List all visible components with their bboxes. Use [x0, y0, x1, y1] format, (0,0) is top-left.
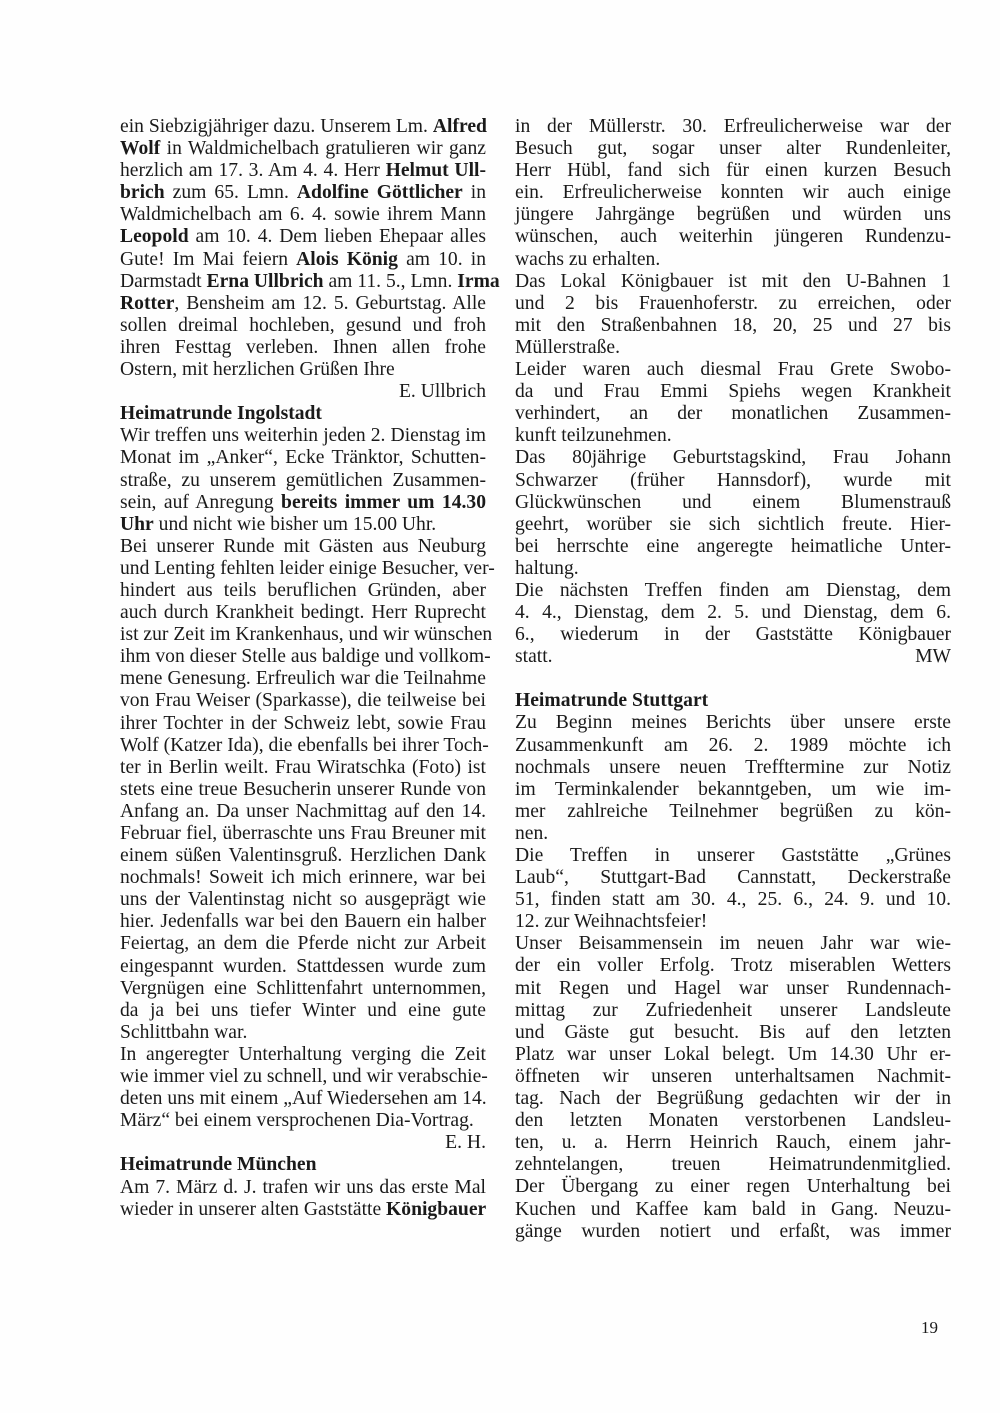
- text-line: ihren Festtag verleben. Ihnen allen frohe: [120, 336, 486, 358]
- text-line: kunft teilzunehmen.: [515, 425, 672, 447]
- text-line: ter in Berlin weilt. Frau Wiratschka (Foto) ist: [120, 756, 486, 778]
- text-line: jüngere Jahrgänge begrüßen und würden uns: [515, 204, 951, 226]
- text-line: Ostern, mit herzlichen Grüßen Ihre: [120, 359, 395, 381]
- muenchen-report-start: [120, 1177, 486, 1221]
- text-line: Gute! Im Mai feiern Alois König am 10. in: [120, 248, 487, 270]
- text-line: da und Frau Emmi Spiehs wegen Krankheit: [515, 381, 951, 403]
- muenchen-report-continued: [515, 116, 951, 646]
- text-line: verhindert, an der monatlichen Zusammen-: [515, 403, 951, 425]
- text-line: ten, u. a. Herrn Heinrich Rauch, einem jahr-: [515, 1132, 951, 1154]
- text-line: mit den Straßenbahnen 18, 20, 25 und 27 bis: [515, 314, 951, 336]
- text-line: im Terminkalender bekanntgeben, um wie im-: [515, 778, 951, 800]
- text-line: wieder in unserer alten Gaststätte Königbauer: [120, 1198, 487, 1220]
- text-line: nochmals! Soweit ich mich erinnere, war bei: [120, 867, 486, 889]
- ingolstadt-report: [120, 425, 495, 1132]
- text-line: März“ bei einem versprochenen Dia-Vortrag.: [120, 1110, 474, 1132]
- text-line: und 2 bis Frauenhoferstr. zu erreichen, oder: [515, 292, 951, 314]
- text-line: nochmals unsere neuen Trefftermine zur Notiz: [515, 756, 951, 778]
- text-line: hier. Jedenfalls war bei den Bauern ein halber: [120, 911, 486, 933]
- text-line: Der Übergang zu einer regen Unterhaltung bei: [515, 1176, 951, 1198]
- text-line: Platz war unser Lokal belegt. Um 14.30 Uhr er-: [515, 1043, 951, 1065]
- text-line: Die Treffen in unserer Gaststätte „Grünes: [515, 845, 951, 866]
- text-line: den letzten Monaten verstorbenen Landsleu-: [515, 1110, 951, 1132]
- text-line: stets eine treue Besucherin unserer Runde von: [120, 778, 486, 800]
- text-line: Am 7. März d. J. trafen wir uns das erste Mal: [120, 1176, 486, 1198]
- muenchen-final-line: [515, 646, 951, 668]
- text-line: ihm von dieser Stelle aus baldige und vollkom-: [120, 646, 491, 668]
- text-line: Schwarzer (früher Hannsdorf), wurde mit: [515, 469, 951, 491]
- text-line: Müllerstraße.: [515, 336, 621, 358]
- text-line: wachs zu erhalten.: [515, 248, 661, 270]
- text-line: deten uns mit einem „Auf Wiedersehen am 14.: [120, 1088, 487, 1110]
- text-line: gänge wurden notiert und erfaßt, was immer: [515, 1220, 951, 1242]
- bold-name: Uhr: [120, 513, 154, 535]
- text-line: in der Müllerstr. 30. Erfreulicherweise war der: [515, 116, 951, 137]
- text-line: mit Regen und Hagel war unser Rundennach-: [515, 977, 951, 999]
- text-line: brich zum 65. Lmn. Adolfine Göttlicher in: [120, 182, 487, 204]
- final-line-text: statt.: [515, 646, 553, 668]
- text-line: und Gäste gut besucht. Bis auf den letzten: [515, 1021, 951, 1043]
- text-line: Schlittbahn war.: [120, 1021, 248, 1043]
- text-line: Darmstadt Erna Ullbrich am 11. 5., Lmn. Irma: [120, 270, 500, 292]
- bold-name: Königbauer: [386, 1198, 487, 1220]
- text-line: Waldmichelbach am 6. 4. sowie ihrem Mann: [120, 204, 486, 226]
- bold-name: Rotter: [120, 292, 175, 314]
- text-line: Wolf in Waldmichelbach gratulieren wir ganz: [120, 138, 486, 160]
- text-line: der ein voller Erfolg. Trotz miserablen Wetters: [515, 955, 951, 977]
- bold-name: Irma: [457, 270, 500, 292]
- text-line: Unser Beisammensein im neuen Jahr war wie-: [515, 933, 951, 955]
- text-line: haltung.: [515, 557, 579, 579]
- text-line: mer zahlreiche Teilnehmer begrüßen zu kön-: [515, 800, 951, 822]
- bold-name: Adolfine Göttlicher: [296, 182, 463, 204]
- text-line: Das Lokal Königbauer ist mit den U-Bahnen 1: [515, 270, 951, 292]
- text-line: straße, zu unserem gemütlichen Zusammen-: [120, 469, 486, 491]
- text-line: Besuch gut, sogar unser alter Rundenleiter,: [515, 138, 951, 160]
- text-line: ein Siebzigjähriger dazu. Unserem Lm. Alfred: [120, 116, 487, 137]
- text-line: und Lenting fehlten leider einige Besucher, ver-: [120, 557, 495, 579]
- text-line: auch durch Krankheit bedingt. Herr Ruprecht: [120, 602, 486, 624]
- text-line: Zusammenkunft am 26. 2. 1989 möchte ich: [515, 734, 951, 756]
- text-line: sollen dreimal hochleben, gesund und froh: [120, 314, 486, 336]
- text-line: zehntelangen, treuen Heimatrundenmitglied.: [515, 1154, 951, 1176]
- text-line: Glückwünschen und einem Blumenstrauß: [515, 491, 951, 513]
- heading-stuttgart: Heimatrunde Stuttgart: [515, 690, 709, 712]
- text-line: einem süßen Valentinsgruß. Herzlichen Dank: [120, 845, 486, 867]
- text-line: hindert aus teils beruflichen Gründen, aber: [120, 579, 486, 601]
- bold-name: Erna Ullbrich: [206, 270, 324, 292]
- text-line: von Frau Weiser (Sparkasse), die teilweise bei: [120, 690, 486, 712]
- text-line: geehrt, worüber sie sich sichtlich freute. Hier-: [515, 513, 951, 535]
- text-line: da ja bei uns tiefer Winter und eine gute: [120, 999, 486, 1021]
- text-line: 51, finden statt am 30. 4., 25. 6., 24. 9. und 10.: [515, 889, 951, 911]
- text-line: ihrer Tochter in der Schweiz lebt, sowie Frau: [120, 712, 486, 734]
- text-line: Anfang an. Da unser Nachmittag auf den 14.: [120, 800, 486, 822]
- text-line: öffneten wir unseren unterhaltsamen Nachmit-: [515, 1065, 951, 1087]
- text-line: Leider waren auch diesmal Frau Grete Swobo-: [515, 359, 951, 381]
- text-line: Die nächsten Treffen finden am Dienstag, dem: [515, 579, 951, 601]
- text-line: herzlich am 17. 3. Am 4. 4. Herr Helmut Ull-: [120, 160, 486, 182]
- text-line: Wir treffen uns weiterhin jeden 2. Dienstag im: [120, 425, 486, 447]
- text-line: Herr Hübl, fand sich für einen kurzen Besuch: [515, 160, 951, 182]
- bold-name: Alois König: [296, 248, 398, 270]
- bold-name: Leopold: [120, 226, 189, 248]
- text-line: mittag zur Zufriedenheit unserer Landsleute: [515, 999, 951, 1021]
- text-line: sein, auf Anregung bereits immer um 14.30: [120, 491, 486, 513]
- text-line: Feiertag, an dem die Pferde nicht zur Arbeit: [120, 933, 486, 955]
- text-line: Monat im „Anker“, Ecke Tränktor, Schutten-: [120, 447, 486, 469]
- heading-muenchen: Heimatrunde München: [120, 1154, 317, 1176]
- text-line: 4. 4., Dienstag, dem 2. 5. und Dienstag, dem 6.: [515, 602, 951, 624]
- page-number: 19: [921, 1318, 938, 1337]
- text-line: Uhr und nicht wie bisher um 15.00 Uhr.: [120, 513, 437, 535]
- text-line: In angeregter Unterhaltung verging die Zeit: [120, 1043, 486, 1065]
- bold-name: Helmut Ull-: [385, 160, 486, 182]
- text-line: wie immer viel zu schnell, und wir verabschie-: [120, 1066, 488, 1088]
- text-line: Wolf (Katzer Ida), die ebenfalls bei ihrer Toch-: [120, 734, 489, 756]
- stuttgart-report: [515, 712, 951, 1242]
- text-line: nen.: [515, 822, 549, 844]
- right-column: [515, 116, 951, 1243]
- signature-eh: E. H.: [445, 1132, 486, 1154]
- text-line: Zu Beginn meines Berichts über unsere erste: [515, 712, 951, 734]
- text-line: Bei unserer Runde mit Gästen aus Neuburg: [120, 535, 486, 557]
- bold-name: bereits immer um 14.30: [281, 491, 486, 513]
- signature-mw: MW: [915, 646, 951, 668]
- text-line: Leopold am 10. 4. Dem lieben Ehepaar alles: [120, 226, 486, 248]
- text-line: Laub“, Stuttgart-Bad Cannstatt, Deckerstraße: [515, 867, 951, 889]
- text-line: Das 80jährige Geburtstagskind, Frau Johann: [515, 447, 951, 469]
- text-line: 6., wiederum in der Gaststätte Königbauer: [515, 624, 951, 646]
- text-line: eingespannt wurden. Stattdessen wurde zum: [120, 955, 486, 977]
- bold-name: brich: [120, 182, 165, 204]
- text-line: Kuchen und Kaffee kam bald in Gang. Neuzu-: [515, 1198, 951, 1220]
- text-line: uns der Valentinstag nicht so ausgeprägt wie: [120, 889, 486, 911]
- bold-name: Wolf: [120, 138, 161, 160]
- text-line: bei herrschte eine angeregte heimatliche Unter-: [515, 535, 951, 557]
- heading-ingolstadt: Heimatrunde Ingolstadt: [120, 403, 322, 425]
- text-line: wünschen, auch weiterhin jüngeren Rundenzu-: [515, 226, 951, 248]
- text-line: Februar fiel, überraschte uns Frau Breuner mit: [120, 823, 486, 844]
- text-line: ein. Erfreulicherweise konnten wir auch einige: [515, 182, 951, 204]
- section-gap: [515, 668, 951, 690]
- text-line: Rotter, Bensheim am 12. 5. Geburtstag. Alle: [120, 292, 486, 314]
- signature-e-ullbrich: E. Ullbrich: [398, 381, 486, 403]
- text-line: mene Genesung. Erfreulich war die Teilnahme: [120, 668, 486, 690]
- birthday-greetings-section: [120, 116, 500, 381]
- text-line: Vergnügen eine Schlittenfahrt unternommen,: [120, 977, 486, 999]
- text-line: ist zur Zeit im Krankenhaus, und wir wünschen: [120, 624, 493, 646]
- left-column: [120, 116, 500, 1221]
- text-line: 12. zur Weihnachtsfeier!: [515, 911, 708, 933]
- text-line: tag. Nach der Begrüßung gedachten wir der in: [515, 1088, 951, 1110]
- bold-name: Alfred: [432, 116, 487, 137]
